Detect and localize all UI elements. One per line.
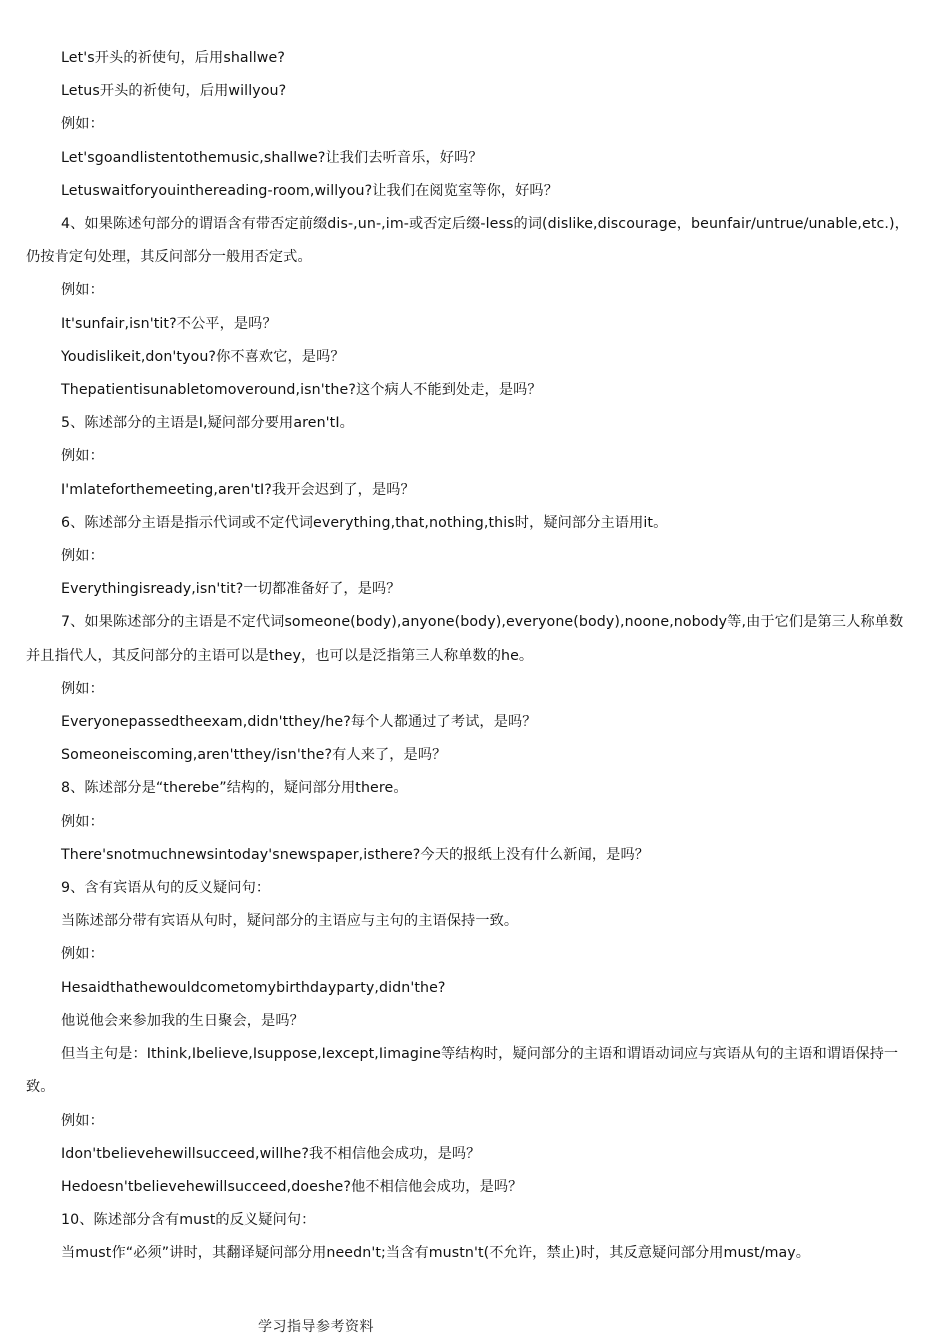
example-sentence: Let'sgoandlistentothemusic,shallwe?让我们去听音乐，好吗？ bbox=[61, 149, 483, 166]
page-footer: 学习指导参考资料 bbox=[258, 1319, 374, 1335]
rule-9-exception-paragraph: 但当主句是：Ithink,Ibelieve,Isuppose,Iexcept,Iimagine等结构时，疑问部分的主语和谓语动词应与宾语从句的主语和谓语保持一致。 bbox=[26, 1046, 899, 1096]
example-sentence: Letuswaitforyouinthereading-room,willyou?让我们在阅览室等你，好吗？ bbox=[61, 182, 559, 199]
rule-8-paragraph: 8、陈述部分是“therebe”结构的，疑问部分用there。 bbox=[61, 780, 408, 797]
rule-5-paragraph: 5、陈述部分的主语是I,疑问部分要用aren'tI。 bbox=[61, 415, 354, 432]
example-label: 例如： bbox=[61, 813, 104, 830]
example-label: 例如： bbox=[61, 282, 104, 299]
example-label: 例如： bbox=[61, 548, 104, 565]
example-label: 例如： bbox=[61, 116, 104, 133]
example-sentence: Hesaidthathewouldcometomybirthdayparty,didn'the? bbox=[61, 979, 446, 996]
rule-7-paragraph: 7、如果陈述部分的主语是不定代词someone(body),anyone(body),everyone(body),noone,nobody等,由于它们是第三人称单数并且指代人，其反问部分的主语可以是they，也可以是泛指第三人称单数的he。 bbox=[26, 614, 904, 664]
example-sentence: Idon'tbelievehewillsucceed,willhe?我不相信他会成功，是吗？ bbox=[61, 1145, 481, 1162]
rule-9-paragraph: 当陈述部分带有宾语从句时，疑问部分的主语应与主句的主语保持一致。 bbox=[61, 913, 519, 930]
example-sentence: Thepatientisunabletomoveround,isn'the?这个病人不能到处走，是吗？ bbox=[61, 382, 542, 399]
example-sentence: Youdislikeit,don'tyou?你不喜欢它，是吗？ bbox=[61, 348, 345, 365]
example-sentence: I'mlateforthemeeting,aren'tI?我开会迟到了，是吗？ bbox=[61, 481, 415, 498]
document-body bbox=[26, 42, 916, 1271]
rule-9-heading: 9、含有宾语从句的反义疑问句： bbox=[61, 880, 271, 897]
rule-4-paragraph: 4、如果陈述句部分的谓语含有带否定前缀dis-,un-,im-或否定后缀-less的词(dislike,discourage，beunfair/untrue/unable,etc.)，仍按肯定句处理，其反问部分一般用否定式。 bbox=[26, 216, 909, 266]
example-label: 例如： bbox=[61, 448, 104, 465]
example-sentence: Everythingisready,isn'tit?一切都准备好了，是吗？ bbox=[61, 581, 401, 598]
example-sentence: Everyonepassedtheexam,didn'tthey/he?每个人都通过了考试，是吗？ bbox=[61, 714, 537, 731]
example-sentence: There'snotmuchnewsintoday'snewspaper,isthere?今天的报纸上没有什么新闻，是吗？ bbox=[61, 846, 650, 863]
paragraph-willyou-rule: Letus开头的祈使句，后用willyou? bbox=[61, 83, 287, 100]
example-label: 例如： bbox=[61, 946, 104, 963]
rule-6-paragraph: 6、陈述部分主语是指示代词或不定代词everything,that,nothing,this时，疑问部分主语用it。 bbox=[61, 514, 668, 531]
example-sentence: Someoneiscoming,aren'tthey/isn'the?有人来了，是吗？ bbox=[61, 747, 447, 764]
example-label: 例如： bbox=[61, 680, 104, 697]
paragraph-shallwe-rule: Let's开头的祈使句，后用shallwe? bbox=[61, 50, 285, 66]
rule-10-heading: 10、陈述部分含有must的反义疑问句： bbox=[61, 1212, 316, 1229]
example-translation: 他说他会来参加我的生日聚会，是吗？ bbox=[61, 1012, 304, 1029]
rule-10-paragraph: 当must作“必须”讲时，其翻译疑问部分用needn't;当含有mustn't(不允许，禁止)时，其反意疑问部分用must/may。 bbox=[61, 1245, 811, 1262]
example-label: 例如： bbox=[61, 1112, 104, 1129]
example-sentence: Hedoesn'tbelievehewillsucceed,doeshe?他不相信他会成功，是吗？ bbox=[61, 1178, 523, 1195]
example-sentence: It'sunfair,isn'tit?不公平，是吗？ bbox=[61, 315, 277, 332]
